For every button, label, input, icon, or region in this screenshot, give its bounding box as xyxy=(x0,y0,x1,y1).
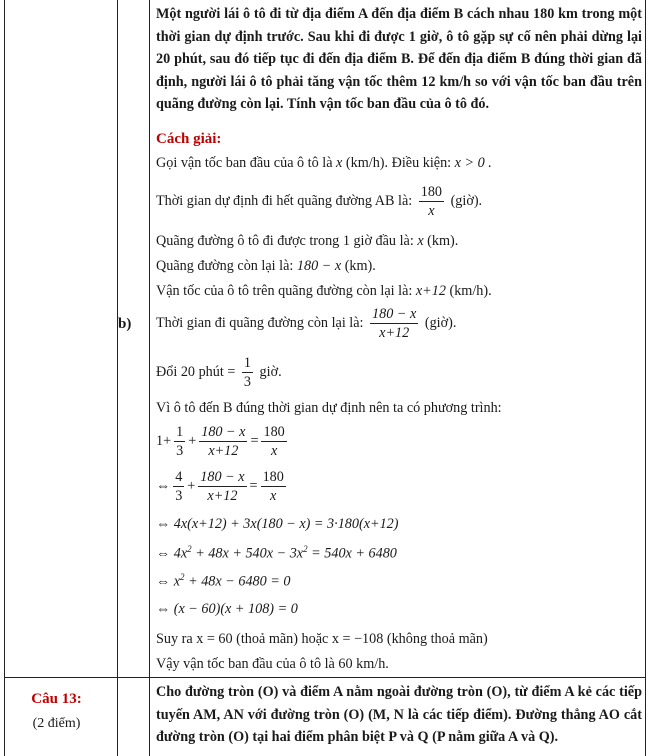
question-title: Câu 13: xyxy=(31,691,82,707)
equation-6: ⇔ (x − 60)(x + 108) = 0 xyxy=(156,601,298,617)
step-3: Quãng đường ô tô đi được trong 1 giờ đầu là: x (km). xyxy=(156,233,459,249)
step-8: Vì ô tô đến B đúng thời gian dự định nên ta có phương trình: xyxy=(156,400,502,416)
step-1: Gọi vận tốc ban đầu của ô tô là x (km/h). Điều kiện: x > 0 . xyxy=(156,155,492,171)
table-divider-1 xyxy=(117,0,118,756)
table-border-right xyxy=(645,0,646,756)
step-5: Vận tốc của ô tô trên quãng đường còn lại là: x+12 (km/h). xyxy=(156,283,492,299)
conclusion-1: Suy ra x = 60 (thoả mãn) hoặc x = −108 (không thoả mãn) xyxy=(156,631,488,647)
conclusion-2: Vậy vận tốc ban đầu của ô tô là 60 km/h. xyxy=(156,656,389,672)
equation-2: ⇔ $\frac{4}{3}$ + $\frac{180 - x}{x+12}$ = $\frac{180}{x}$ xyxy=(156,469,284,505)
step-6: Thời gian đi quãng đường còn lại là: $\frac{180 - x}{x+12}$ (giờ). xyxy=(156,306,457,342)
step-2: Thời gian dự định đi hết quãng đường AB là: $\frac{180}{x}$ (giờ). xyxy=(156,184,483,220)
question-points: (2 điểm) xyxy=(32,716,81,731)
equation-1: 1+ $\frac{1}{3}$ + $\frac{180 - x}{x+12}$ = $\frac{180}{x}$ xyxy=(156,424,285,460)
equation-4: ⇔ $4x^2 + 48x + 540x - 3x^2 = 540x + 6480$ xyxy=(156,544,397,562)
row-divider xyxy=(4,677,646,678)
problem-statement: Một người lái ô tô đi từ địa điểm A đến địa điểm B cách nhau 180 km trong một thời gian dự định trước. Sau khi đi được 1 giờ, ô tô gặp sự cố nên phải dừng lại 20 phút, sau đó tiếp tục đi đến địa điểm B. Để đến địa điểm B đúng thời gian đã định, người lái ô tô phải tăng vận tốc thêm 12 km/h so với vận tốc ban đầu trên quãng đường còn lại. Tính vận tốc ban đầu của ô tô đó. xyxy=(156,6,642,112)
solution-heading: Cách giải: xyxy=(156,131,222,147)
step-7: Đổi 20 phút = $\frac{1}{3}$ giờ. xyxy=(156,355,282,391)
step-4: Quãng đường còn lại là: 180 − x (km). xyxy=(156,258,376,274)
question-13-statement: Cho đường tròn (O) và điểm A nằm ngoài đường tròn (O), từ điểm A kẻ các tiếp tuyến AM, AN với đường tròn (O) (M, N là các tiếp điểm). Đường thẳng AO cắt đường tròn (O) tại hai điểm phân biệt P và Q (P nằm giữa A và Q). xyxy=(156,684,642,745)
part-label: b) xyxy=(118,316,132,332)
equation-5: ⇔ $x^2 + 48x - 6480 = 0$ xyxy=(156,572,291,590)
table-divider-2 xyxy=(149,0,150,756)
table-border-left xyxy=(4,0,5,756)
equation-3: ⇔ 4x(x+12) + 3x(180 − x) = 3·180(x+12) xyxy=(156,516,399,532)
